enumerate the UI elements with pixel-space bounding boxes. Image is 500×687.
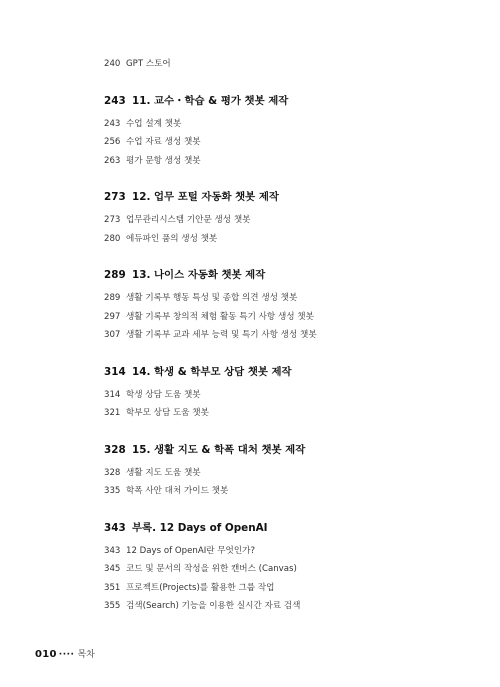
- toc-entry: [104, 211, 474, 230]
- chapter-title: 15. 생활 지도 & 학폭 대처 챗봇 제작: [132, 443, 306, 456]
- chapter-page-number: 328: [104, 443, 126, 456]
- entry-title: 코드 및 문서의 작성을 위한 캔버스 (Canvas): [126, 564, 297, 574]
- entry-page-number: 328: [104, 467, 121, 478]
- table-of-contents: [104, 55, 474, 616]
- toc-entry: [104, 560, 474, 579]
- entry-page-number: 335: [104, 486, 121, 496]
- entry-title: 에듀파인 품의 생성 챗봇: [126, 233, 218, 244]
- toc-entry: [104, 230, 474, 249]
- chapter-title: 부록. 12 Days of OpenAI: [132, 521, 268, 534]
- toc-entry: [104, 597, 474, 616]
- toc-entry: [104, 404, 474, 423]
- entry-page-number: 240: [104, 59, 121, 69]
- toc-entry: [104, 542, 474, 561]
- entry-page-number: 289: [104, 293, 121, 303]
- entry-title: 수업 자료 생성 챗봇: [126, 137, 201, 147]
- entry-page-number: 263: [104, 155, 121, 166]
- entry-page-number: 256: [104, 137, 121, 147]
- toc-entry: [104, 579, 474, 598]
- chapter-page-number: 243: [104, 94, 126, 107]
- toc-entry: [104, 152, 474, 171]
- entry-page-number: 297: [104, 311, 121, 322]
- toc-entry: [104, 133, 474, 152]
- chapter-heading: [104, 362, 474, 382]
- entry-page-number: 355: [104, 601, 121, 611]
- toc-entry: [104, 55, 474, 74]
- entry-page-number: 243: [104, 118, 121, 129]
- entry-title: 학폭 사안 대처 가이드 챗봇: [126, 486, 229, 496]
- page-footer: [35, 647, 95, 660]
- entry-title: 생활 지도 도움 챗봇: [126, 467, 201, 478]
- toc-entry: [104, 386, 474, 405]
- entry-title: 생활 기록부 교과 세부 능력 및 특기 사항 생성 챗봇: [126, 330, 317, 340]
- entry-page-number: 351: [104, 582, 121, 593]
- chapter-heading: [104, 91, 474, 111]
- entry-title: 평가 문항 생성 챗봇: [126, 155, 201, 166]
- chapter-page-number: 273: [104, 191, 126, 203]
- entry-title: 학부모 상담 도움 챗봇: [126, 408, 209, 418]
- entry-title: 생활 기록부 창의적 체험 활동 특기 사항 생성 챗봇: [126, 311, 314, 322]
- chapter-heading: [104, 440, 474, 460]
- entry-page-number: 273: [104, 215, 121, 225]
- chapter-title: 14. 학생 & 학부모 상담 챗봇 제작: [132, 365, 292, 378]
- chapter-title: 12. 업무 포털 자동화 챗봇 제작: [132, 191, 279, 203]
- toc-entry: [104, 308, 474, 327]
- entry-page-number: 343: [104, 545, 121, 556]
- footer-dots: ····: [58, 650, 75, 660]
- toc-entry: [104, 482, 474, 501]
- entry-title: GPT 스토어: [126, 59, 171, 69]
- toc-entry: [104, 115, 474, 134]
- entry-title: 수업 설계 챗봇: [126, 118, 182, 129]
- chapter-page-number: 343: [104, 521, 126, 534]
- chapter-heading: [104, 518, 474, 538]
- chapter-heading: [104, 265, 474, 285]
- entry-page-number: 321: [104, 408, 121, 418]
- footer-page-number: 010: [35, 649, 57, 660]
- chapter-title: 13. 나이스 자동화 챗봇 제작: [132, 269, 266, 281]
- toc-entry: [104, 326, 474, 345]
- entry-page-number: 280: [104, 233, 121, 244]
- footer-label: 목차: [77, 650, 95, 660]
- chapter-title: 11. 교수・학습 & 평가 챗봇 제작: [132, 94, 289, 107]
- chapter-page-number: 289: [104, 269, 126, 281]
- chapter-page-number: 314: [104, 365, 126, 378]
- entry-title: 업무관리시스템 기안문 생성 챗봇: [126, 215, 251, 225]
- entry-page-number: 314: [104, 389, 121, 400]
- entry-page-number: 345: [104, 564, 121, 574]
- entry-title: 12 Days of OpenAI란 무엇인가?: [126, 545, 256, 556]
- entry-title: 생활 기록부 행동 특성 및 종합 의견 생성 챗봇: [126, 293, 298, 303]
- entry-title: 학생 상담 도움 챗봇: [126, 389, 201, 400]
- toc-entry: [104, 289, 474, 308]
- entry-page-number: 307: [104, 330, 121, 340]
- entry-title: 검색(Search) 기능을 이용한 실시간 자료 검색: [126, 601, 301, 611]
- toc-entry: [104, 464, 474, 483]
- entry-title: 프로젝트(Projects)를 활용한 그룹 작업: [126, 582, 275, 593]
- chapter-heading: [104, 187, 474, 207]
